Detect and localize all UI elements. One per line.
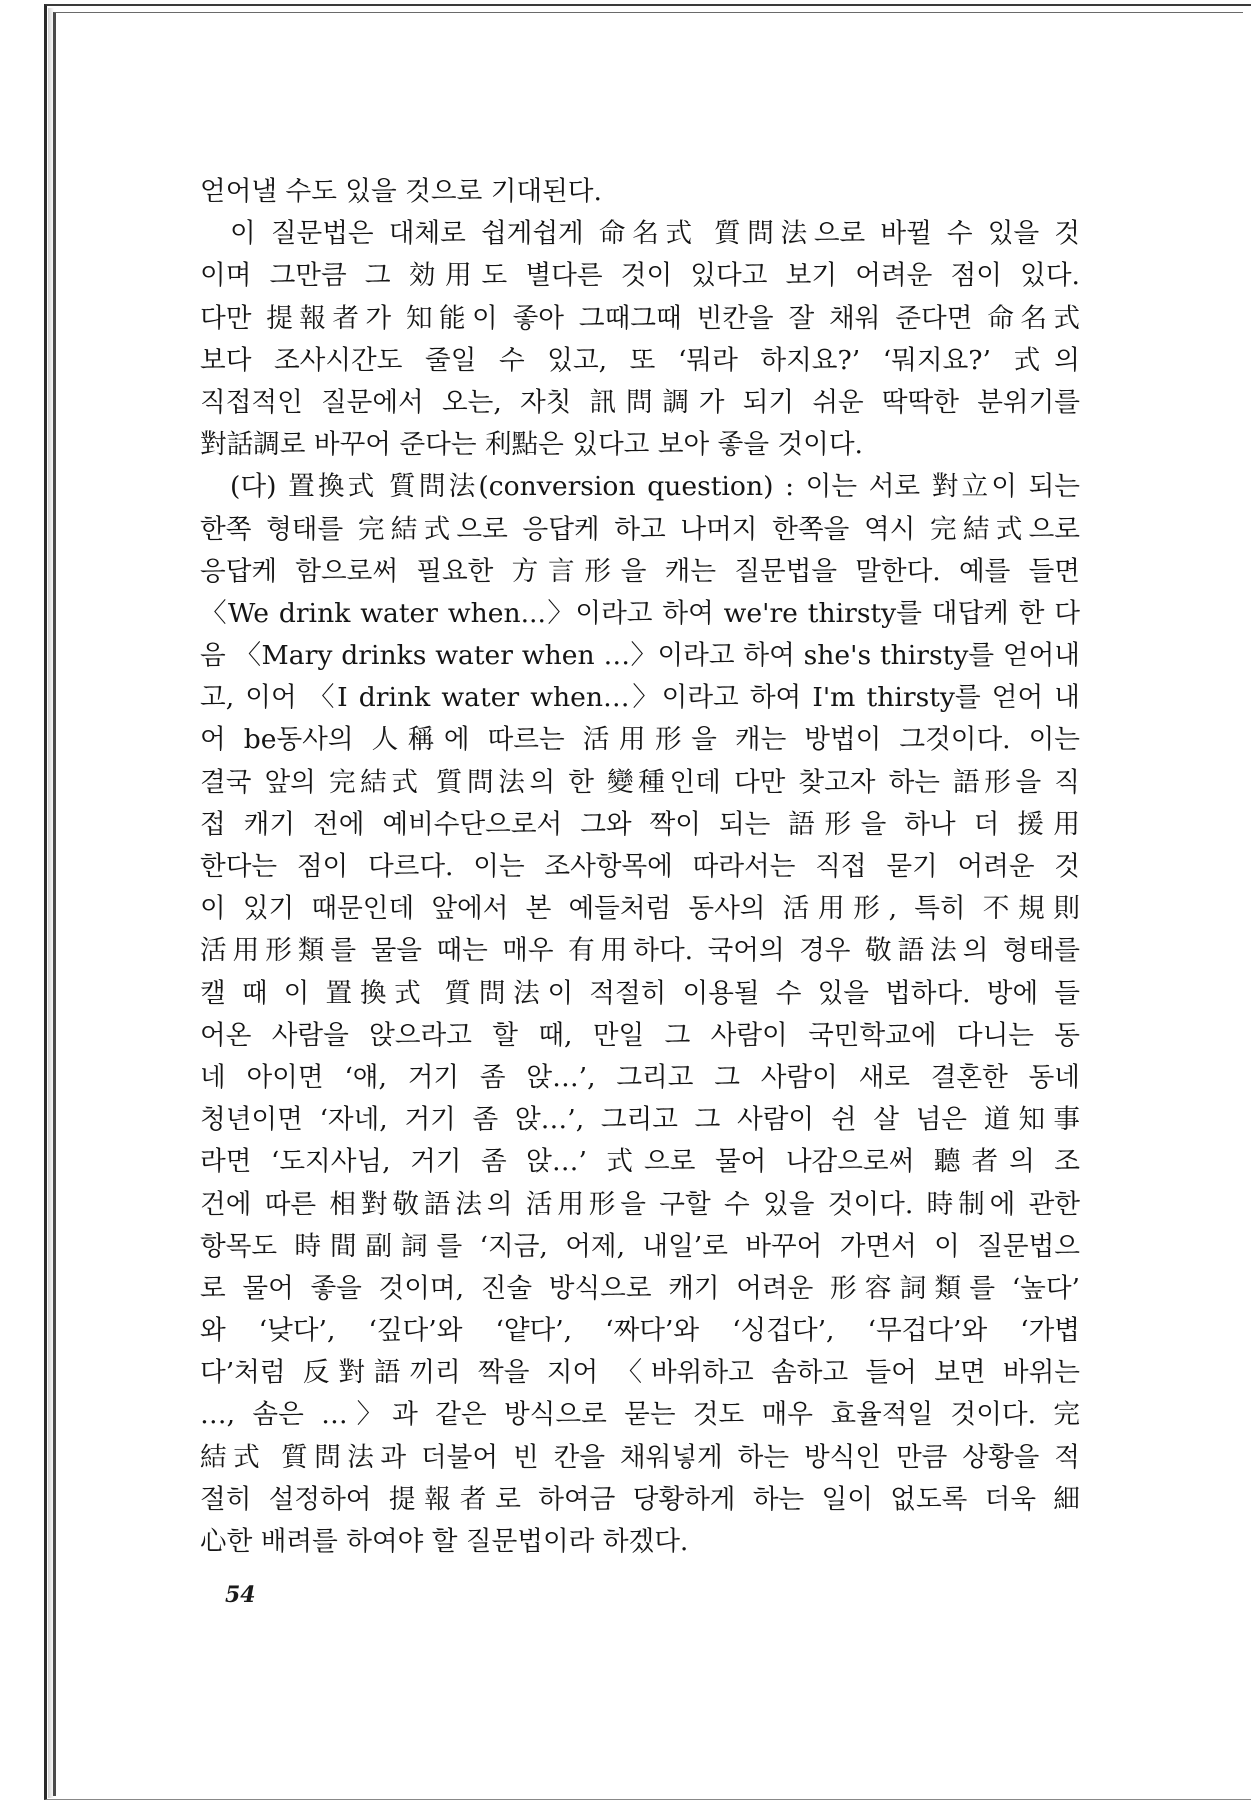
text-line: 어 be동사의 人稱에 따르는 活用形을 캐는 방법이 그것이다. 이는 bbox=[200, 724, 1080, 756]
text-line: 와 ‘낮다’, ‘깊다’와 ‘얕다’, ‘짜다’와 ‘싱겁다’, ‘무겁다’와 ‘가볍 bbox=[200, 1315, 1080, 1347]
text-line: 결국 앞의 完結式 質問法의 한 變種인데 다만 찾고자 하는 語形을 직 bbox=[200, 766, 1080, 798]
text-line: 캘 때 이 置換式 質問法이 적절히 이용될 수 있을 법하다. 방에 들 bbox=[200, 977, 1080, 1009]
text-line: 음 〈Mary drinks water when …〉이라고 하여 she's thirsty를 얻어내 bbox=[200, 640, 1080, 672]
text-line: 건에 따른 相對敬語法의 活用形을 구할 수 있을 것이다. 時制에 관한 bbox=[200, 1188, 1080, 1220]
text-line: 〈We drink water when...〉이라고 하여 we're thirsty를 대답케 한 다 bbox=[200, 597, 1080, 629]
body-text bbox=[200, 171, 1080, 1563]
text-line: …, 솜은 …〉과 같은 방식으로 묻는 것도 매우 효율적일 것이다. 完 bbox=[200, 1399, 1080, 1431]
text-line: 이며 그만큼 그 効用도 별다른 것이 있다고 보기 어려운 점이 있다. bbox=[200, 260, 1080, 292]
text-line: 라면 ‘도지사님, 거기 좀 앉…’ 式으로 물어 나감으로써 聽者의 조 bbox=[200, 1146, 1080, 1178]
text-line: 직접적인 질문에서 오는, 자칫 訊問調가 되기 쉬운 딱딱한 분위기를 bbox=[200, 386, 1080, 418]
text-line: (다) 置換式 質問法(conversion question) : 이는 서로 對立이 되는 bbox=[230, 471, 1080, 503]
text-line: 活用形類를 물을 때는 매우 有用하다. 국어의 경우 敬語法의 형태를 bbox=[200, 935, 1080, 967]
text-line: 응답케 함으로써 필요한 方言形을 캐는 질문법을 말한다. 예를 들면 bbox=[200, 555, 1080, 587]
text-line: 한쪽 형태를 完結式으로 응답케 하고 나머지 한쪽을 역시 完結式으로 bbox=[200, 513, 1080, 545]
text-line: 보다 조사시간도 줄일 수 있고, 또 ‘뭐라 하지요?’ ‘뭐지요?’ 式의 bbox=[200, 344, 1080, 376]
text-line: 心한 배려를 하여야 할 질문법이라 하겠다. bbox=[200, 1526, 689, 1557]
text-line: 네 아이면 ‘얘, 거기 좀 앉…’, 그리고 그 사람이 새로 결혼한 동네 bbox=[200, 1061, 1080, 1093]
text-line: 結式 質問法과 더불어 빈 칸을 채워넣게 하는 방식인 만큼 상황을 적 bbox=[200, 1441, 1080, 1473]
text-line: 다만 提報者가 知能이 좋아 그때그때 빈칸을 잘 채워 준다면 命名式 bbox=[200, 302, 1080, 334]
text-line: 이 질문법은 대체로 쉽게쉽게 命名式 質問法으로 바뀔 수 있을 것 bbox=[230, 218, 1080, 250]
text-line: 절히 설정하여 提報者로 하여금 당황하게 하는 일이 없도록 더욱 細 bbox=[200, 1483, 1080, 1515]
text-line: 對話調로 바꾸어 준다는 利點은 있다고 보아 좋을 것이다. bbox=[200, 429, 864, 461]
text-line: 어온 사람을 앉으라고 할 때, 만일 그 사람이 국민학교에 다니는 동 bbox=[200, 1019, 1080, 1051]
text-line: 고, 이어 〈I drink water when…〉이라고 하여 I'm thirsty를 얻어 내 bbox=[200, 682, 1080, 714]
text-line: 항목도 時間副詞를 ‘지금, 어제, 내일’로 바꾸어 가면서 이 질문법으 bbox=[200, 1230, 1080, 1262]
text-line: 얻어낼 수도 있을 것으로 기대된다. bbox=[200, 176, 602, 207]
text-line: 청년이면 ‘자네, 거기 좀 앉…’, 그리고 그 사람이 쉰 살 넘은 道知事 bbox=[200, 1104, 1080, 1136]
text-line: 다’처럼 反對語끼리 짝을 지어 〈바위하고 솜하고 들어 보면 바위는 bbox=[200, 1357, 1080, 1389]
text-line: 이 있기 때문인데 앞에서 본 예들처럼 동사의 活用形, 특히 不規則 bbox=[200, 893, 1080, 925]
text-line: 접 캐기 전에 예비수단으로서 그와 짝이 되는 語形을 하나 더 援用 bbox=[200, 808, 1080, 840]
page-number: 54 bbox=[225, 1582, 256, 1608]
text-line: 한다는 점이 다르다. 이는 조사항목에 따라서는 직접 묻기 어려운 것 bbox=[200, 851, 1080, 882]
text-line: 로 물어 좋을 것이며, 진술 방식으로 캐기 어려운 形容詞類를 ‘높다’ bbox=[200, 1272, 1080, 1304]
